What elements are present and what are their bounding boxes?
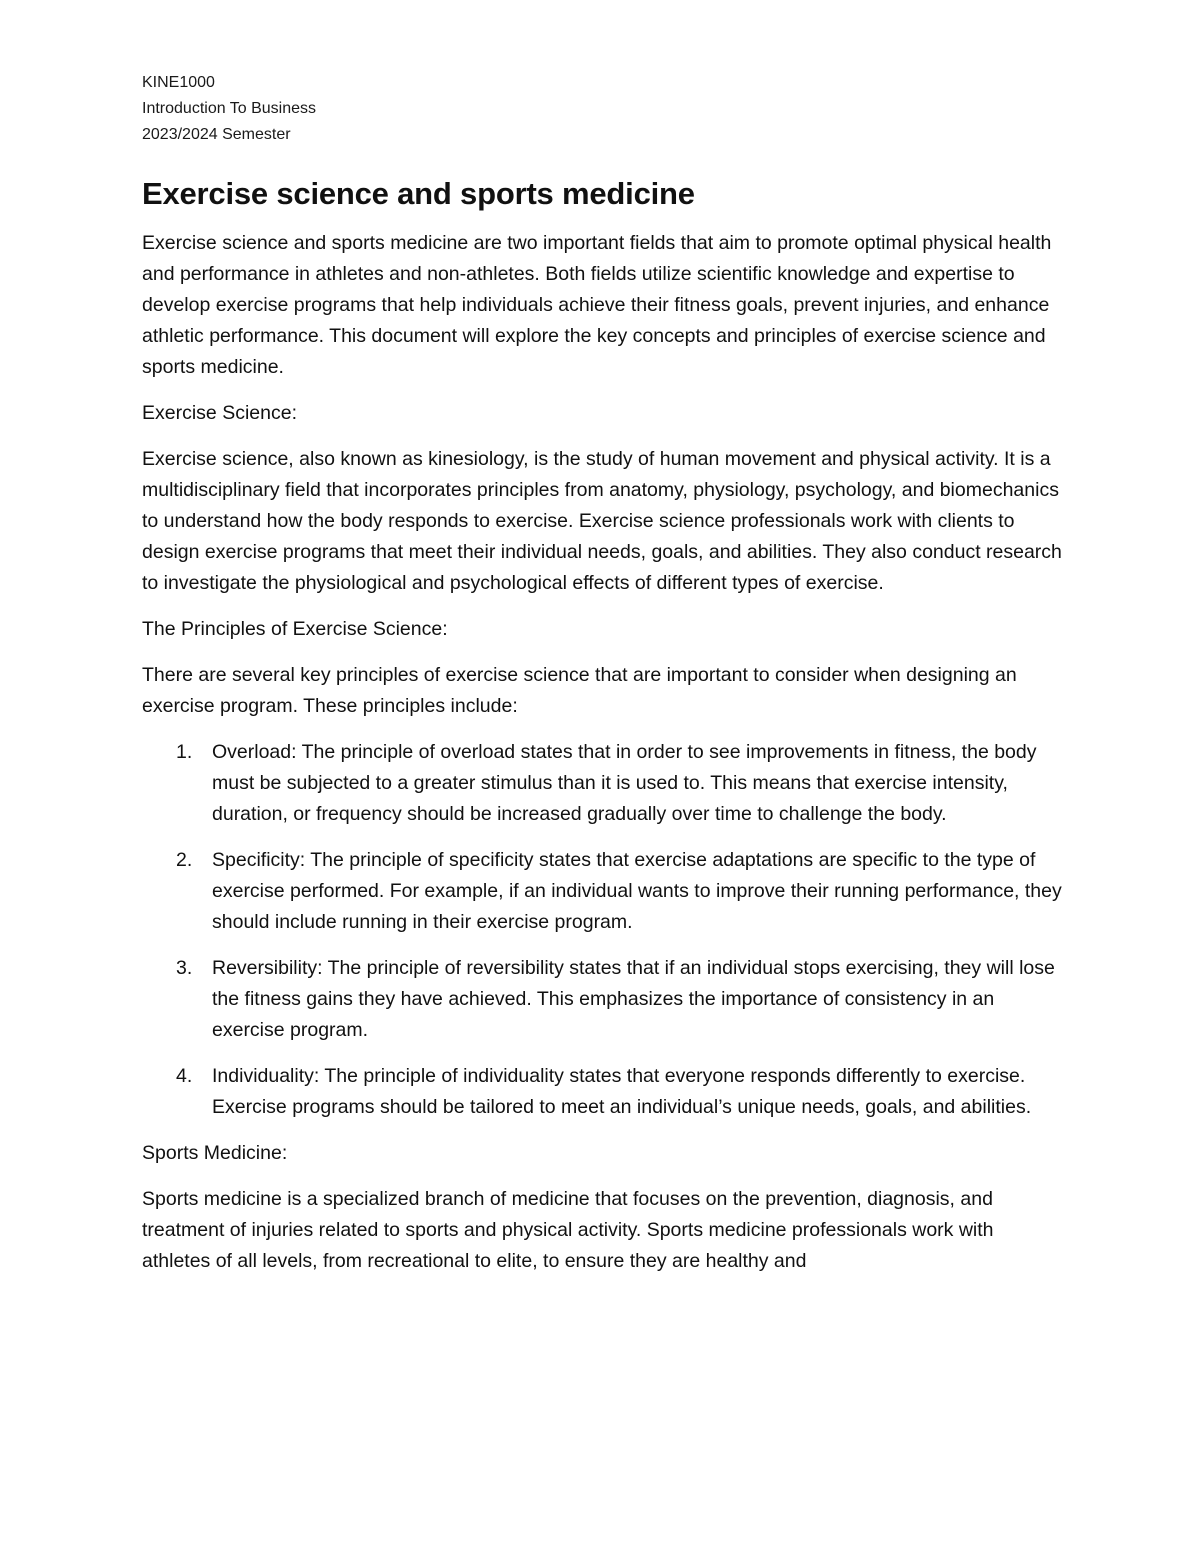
exercise-science-heading: Exercise Science:: [142, 402, 297, 424]
principles-heading: The Principles of Exercise Science:: [142, 618, 448, 640]
course-code: KINE1000: [142, 74, 215, 91]
course-name: Introduction To Business: [142, 100, 317, 117]
list-item: [142, 953, 1062, 1046]
list-item-text: Specificity: The principle of specificity states that exercise adaptations are specific to the type of exercise performed. For example, if an individual wants to improve their running performance, they should include running in their exercise program.: [212, 849, 1062, 933]
list-item-text: Reversibility: The principle of reversibility states that if an individual stops exercising, they will lose the fitness gains they have achieved. This emphasizes the importance of consistency in an exercise program.: [212, 957, 1055, 1041]
semester: 2023/2024 Semester: [142, 126, 291, 143]
list-item: [142, 845, 1062, 938]
list-item: [142, 1061, 1062, 1123]
sports-medicine-heading: Sports Medicine:: [142, 1142, 288, 1164]
list-item-number: 1.: [176, 741, 193, 763]
document-title: Exercise science and sports medicine: [142, 176, 695, 211]
principles-intro-paragraph: There are several key principles of exercise science that are important to consider when designing an exercise program. These principles include:: [142, 664, 1017, 717]
list-item: [142, 737, 1062, 830]
intro-paragraph: Exercise science and sports medicine are two important fields that aim to promote optimal physical health and performance in athletes and non-athletes. Both fields utilize scientific knowledge and expertise to develop exercise programs that help individuals achieve their fitness goals, prevent injuries, and enhance athletic performance. This document will explore the key concepts and principles of exercise science and sports medicine.: [142, 232, 1052, 378]
list-item-text: Overload: The principle of overload states that in order to see improvements in fitness, the body must be subjected to a greater stimulus than it is used to. This means that exercise intensity, duration, or frequency should be increased gradually over time to challenge the body.: [212, 741, 1037, 825]
sports-medicine-paragraph: Sports medicine is a specialized branch of medicine that focuses on the prevention, diagnosis, and treatment of injuries related to sports and physical activity. Sports medicine professionals work with athletes of all levels, from recreational to elite, to ensure they are healthy and: [142, 1188, 994, 1272]
list-item-text: Individuality: The principle of individuality states that everyone responds differently to exercise. Exercise programs should be tailored to meet an individual’s unique needs, goals, and abilities.: [212, 1065, 1032, 1118]
list-item-number: 2.: [176, 849, 193, 871]
list-item-number: 4.: [176, 1065, 193, 1087]
principles-list: [142, 737, 1062, 1123]
exercise-science-paragraph: Exercise science, also known as kinesiology, is the study of human movement and physical activity. It is a multidisciplinary field that incorporates principles from anatomy, physiology, psychology, and biomechanics to understand how the body responds to exercise. Exercise science professionals work with clients to design exercise programs that meet their individual needs, goals, and abilities. They also conduct research to investigate the physiological and psychological effects of different types of exercise.: [142, 448, 1062, 594]
list-item-number: 3.: [176, 957, 193, 979]
document-page: [142, 70, 1062, 1292]
